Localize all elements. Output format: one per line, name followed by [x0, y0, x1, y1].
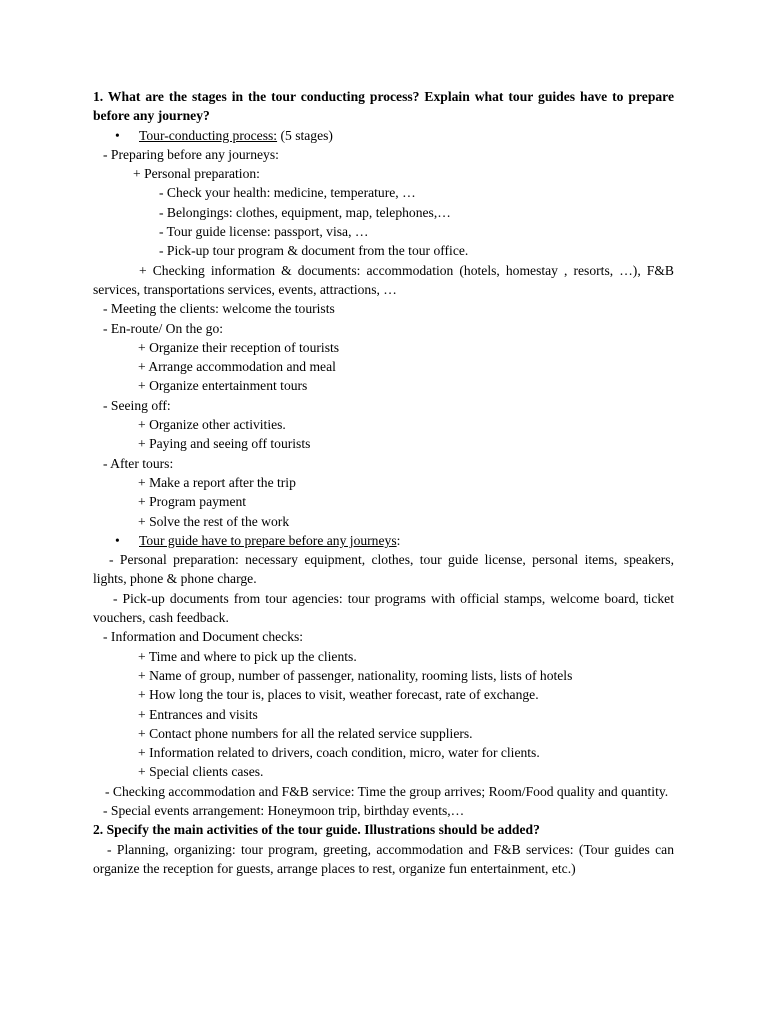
organize-entertainment: + Organize entertainment tours [138, 378, 308, 394]
question-1-heading: 1. What are the stages in the tour conducting process? Explain what tour guides have to prepare before any journey? [93, 89, 674, 124]
bullet-dot-icon: • [115, 127, 120, 143]
personal-preparation-2: - Personal preparation: necessary equipment, clothes, tour guide license, personal items, speakers, lights, phone & phone charge. [93, 552, 674, 587]
stage-enroute: - En-route/ On the go: [103, 320, 224, 336]
drivers-info: + Information related to drivers, coach condition, micro, water for clients. [138, 745, 540, 761]
special-clients: + Special clients cases. [138, 764, 264, 780]
organize-reception: + Organize their reception of tourists [138, 339, 340, 355]
planning-organizing: - Planning, organizing: tour program, greeting, accommodation and F&B services: (Tour guides can organize the reception for guests, arrange places to rest, organize fun entertainment, etc.) [93, 841, 674, 876]
solve-rest: + Solve the rest of the work [138, 513, 290, 529]
bullet-tour-guide-prepare [93, 531, 674, 550]
how-long-tour: + How long the tour is, places to visit, weather forecast, rate of exchange. [138, 687, 539, 703]
checking-accommodation: - Checking accommodation and F&B service: Time the group arrives; Room/Food quality and quantity. [105, 783, 669, 799]
time-pickup: + Time and where to pick up the clients. [138, 648, 357, 664]
check-health: - Check your health: medicine, temperature, … [159, 185, 416, 201]
name-of-group: + Name of group, number of passenger, nationality, rooming lists, lists of hotels [138, 667, 573, 683]
belongings: - Belongings: clothes, equipment, map, telephones,… [159, 204, 451, 220]
stage-seeing-off: - Seeing off: [103, 397, 171, 413]
entrances-visits: + Entrances and visits [138, 706, 258, 722]
arrange-accommodation: + Arrange accommodation and meal [138, 359, 336, 375]
paying-seeing-off: + Paying and seeing off tourists [138, 436, 311, 452]
document-body [93, 87, 674, 878]
stages-count: (5 stages) [277, 127, 333, 143]
contact-numbers: + Contact phone numbers for all the related service suppliers. [138, 725, 473, 741]
tour-guide-prepare-label: Tour guide have to prepare before any journeys [139, 532, 397, 548]
question-2-heading: 2. Specify the main activities of the tour guide. Illustrations should be added? [93, 822, 540, 838]
stage-after-tours: - After tours: [103, 455, 174, 471]
personal-preparation: + Personal preparation: [133, 166, 260, 182]
special-events: - Special events arrangement: Honeymoon trip, birthday events,… [103, 802, 465, 818]
stage-preparing: - Preparing before any journeys: [103, 146, 279, 162]
program-payment: + Program payment [138, 494, 247, 510]
tour-guide-license: - Tour guide license: passport, visa, … [159, 224, 369, 240]
pickup-tour-program: - Pick-up tour program & document from the tour office. [159, 243, 469, 259]
information-document-checks: - Information and Document checks: [103, 629, 304, 645]
tour-conducting-process-label: Tour-conducting process: [139, 127, 278, 143]
pickup-documents: - Pick-up documents from tour agencies: tour programs with official stamps, welcome board, ticket vouchers, cash feedback. [93, 590, 674, 626]
checking-information: + Checking information & documents: accommodation (hotels, homestay , resorts, …), F&B services, transportations services, events, attractions, … [93, 262, 674, 297]
bullet-dot-icon: • [115, 532, 120, 548]
organize-other-activities: + Organize other activities. [138, 417, 286, 433]
stage-meeting: - Meeting the clients: welcome the tourists [103, 301, 335, 317]
make-report: + Make a report after the trip [138, 474, 296, 490]
tour-guide-prepare-colon: : [396, 532, 401, 548]
bullet-tour-conducting-process [93, 126, 674, 145]
